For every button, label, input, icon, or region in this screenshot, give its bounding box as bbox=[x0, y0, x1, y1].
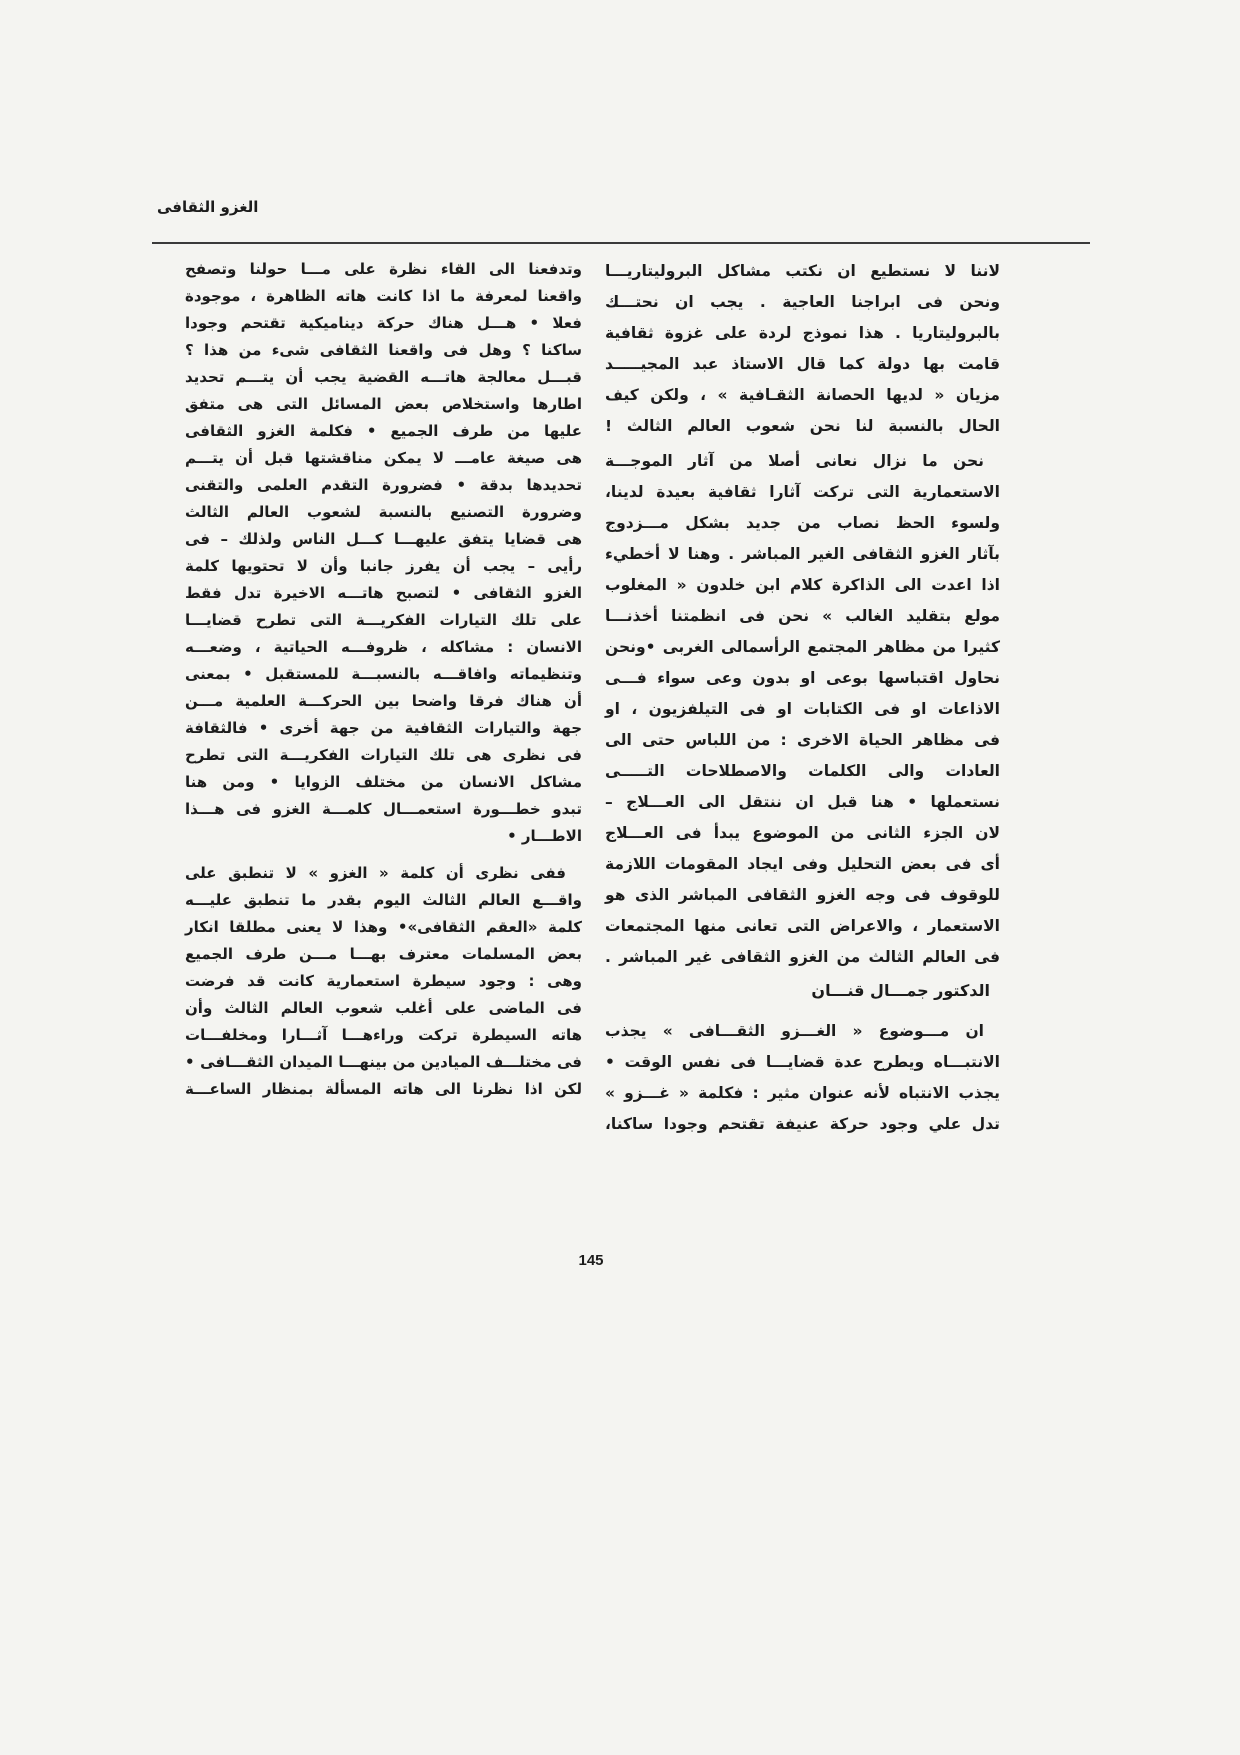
text-line: واقـــع العالم الثالث اليوم بقدر ما تنطبق عليـــه bbox=[185, 891, 582, 909]
text-line: قامت بها دولة كما قال الاستاذ عبد المجيـــــد bbox=[605, 355, 1000, 373]
right-column bbox=[605, 256, 1000, 1140]
text-line: فى مظاهر الحياة الاخرى : من اللباس حتى الى bbox=[605, 731, 1000, 749]
text-line: العادات والى الكلمات والاصطلاحات التـــــى bbox=[605, 762, 1000, 780]
text-line: واقعنا لمعرفة ما اذا كانت هاته الظاهرة ، موجودة bbox=[185, 287, 582, 305]
text-line: وتدفعنا الى القاء نظرة على مـــا حولنا وتصفح bbox=[185, 260, 582, 278]
paragraph bbox=[185, 256, 582, 850]
text-line: هاته السيطرة تركت وراءهـــا آثـــارا ومخلفـــات bbox=[185, 1026, 582, 1044]
text-line: وضرورة التصنيع بالنسبة لشعوب العالم الثالث bbox=[185, 503, 582, 521]
text-line: هى صيغة عامـــ لا يمكن مناقشتها قبل أن يتـــم bbox=[185, 449, 582, 467]
text-line: لكن اذا نظرنا الى هاته المسألة بمنظار الساعـــة bbox=[185, 1080, 582, 1098]
text-line: على تلك التيارات الفكريـــة التى تطرح قضايـــا bbox=[185, 611, 582, 629]
text-line: فى الماضى على أغلب شعوب العالم الثالث وأن bbox=[185, 999, 582, 1017]
text-line: تبدو خطـــورة استعمـــال كلمـــة الغزو فى هـــذا bbox=[185, 800, 582, 818]
text-line: لان الجزء الثانى من الموضوع يبدأ فى العـــلاج bbox=[605, 824, 1000, 842]
text-line: الانتبـــاه ويطرح عدة قضايـــا فى نفس الوقت • bbox=[605, 1053, 1000, 1071]
author-heading: الدكتور جمـــال قنـــان bbox=[811, 981, 990, 1000]
paragraph bbox=[185, 860, 582, 1103]
text-line: كثيرا من مظاهر المجتمع الرأسمالى الغربى •ونحن bbox=[605, 638, 1000, 656]
paragraph bbox=[605, 256, 1000, 442]
left-column bbox=[185, 256, 582, 1103]
text-line: الاذاعات او فى الكتابات او فى التيلفزيون ، او bbox=[605, 700, 1000, 718]
text-line: ان مـــوضوع « الغـــزو الثقـــافى » يجذب bbox=[605, 1022, 984, 1040]
text-line: ونحن فى ابراجنا العاجية . يجب ان نحتـــك bbox=[605, 293, 1000, 311]
text-line: للوقوف فى وجه الغزو الثقافى المباشر الذى هو bbox=[605, 886, 1000, 904]
text-line: لاننا لا نستطيع ان نكتب مشاكل البروليتاريـــا bbox=[605, 262, 1000, 280]
text-line: الاطـــار • bbox=[507, 827, 582, 845]
header-rule bbox=[152, 242, 1090, 244]
text-line: الحال بالنسبة لنا نحن شعوب العالم الثالث ! bbox=[605, 417, 1000, 435]
text-line: نحن ما نزال نعانى أصلا من آثار الموجـــة bbox=[605, 452, 984, 470]
running-title: الغزو الثقافى bbox=[157, 198, 259, 216]
text-line: أن هناك فرقا واضحا بين الحركـــة العلمية مـــن bbox=[185, 692, 582, 710]
text-line: يجذب الانتباه لأنه عنوان مثير : فكلمة « غـــزو » bbox=[605, 1084, 1000, 1102]
text-line: قبـــل معالجة هاتـــه القضية يجب أن يتـــم تحديد bbox=[185, 368, 582, 386]
text-line: مزيان « لديها الحصانة الثقـافية » ، ولكن كيف bbox=[605, 386, 1000, 404]
text-line: مشاكل الانسان من مختلف الزوايا • ومن هنا bbox=[185, 773, 582, 791]
text-line: ساكنا ؟ وهل فى واقعنا الثقافى شىء من هذا ؟ bbox=[185, 341, 582, 359]
text-line: فى نظرى هى تلك التيارات الفكريـــة التى تطرح bbox=[185, 746, 582, 764]
text-line: ولسوء الحظ نصاب من جديد بشكل مـــزدوج bbox=[605, 514, 1000, 532]
paragraph bbox=[605, 446, 1000, 973]
text-line: نستعملها • هنا قبل ان ننتقل الى العـــلاج – bbox=[605, 793, 1000, 811]
text-line: اذا اعدت الى الذاكرة كلام ابن خلدون « المغلوب bbox=[605, 576, 1000, 594]
text-line: الاستعمارية التى تركت آثارا ثقافية بعيدة لدينا، bbox=[605, 483, 1000, 501]
text-line: الاستعمار ، والاعراض التى تعانى منها المجتمعات bbox=[605, 917, 1000, 935]
text-line: فى العالم الثالث من الغزو الثقافى غير المباشر . bbox=[605, 948, 1000, 966]
text-line: تدل علي وجود حركة عنيفة تقتحم وجودا ساكنا، bbox=[605, 1115, 1000, 1133]
text-line: الانسان : مشاكله ، ظروفـــه الحياتية ، وضعـــه bbox=[185, 638, 582, 656]
page-number: 145 bbox=[578, 1252, 604, 1269]
text-line: أى فى بعض التحليل وفى ايجاد المقومات اللازمة bbox=[605, 855, 1000, 873]
text-line: الغزو الثقافى • لتصبح هاتـــه الاخيرة تدل فقط bbox=[185, 584, 582, 602]
text-line: اطارها واستخلاص بعض المسائل التى هى متفق bbox=[185, 395, 582, 413]
paragraph bbox=[605, 1016, 1000, 1140]
text-line: رأيى – يجب أن يفرز جانبا وأن لا تحتويها كلمة bbox=[185, 557, 582, 575]
text-line: مولع بتقليد الغالب » نحن فى انظمتنا أخذنـــا bbox=[605, 607, 1000, 625]
text-line: بآثار الغزو الثقافى الغير المباشر . وهنا لا أخطيء bbox=[605, 545, 1000, 563]
text-line: كلمة «العقم الثقافى»• وهذا لا يعنى مطلقا انكار bbox=[185, 918, 582, 936]
text-line: تحديدها بدقة • فضرورة التقدم العلمى والتقنى bbox=[185, 476, 582, 494]
text-line: وهى : وجود سيطرة استعمارية كانت قد فرضت bbox=[185, 972, 582, 990]
text-line: ففى نظرى أن كلمة « الغزو » لا تنطبق على bbox=[185, 864, 566, 882]
text-line: بالبروليتاريا . هذا نموذج لردة على غزوة ثقافية bbox=[605, 324, 1000, 342]
text-line: نحاول اقتباسها بوعى او بدون وعى سواء فـــى bbox=[605, 669, 1000, 687]
text-line: فى مختلـــف الميادين من بينهـــا الميدان الثقـــافى • bbox=[185, 1053, 582, 1071]
text-line: بعض المسلمات معترف بهـــا مـــن طرف الجميع bbox=[185, 945, 582, 963]
text-line: وتنظيماته وافاقـــه بالنسبـــة للمستقبل • بمعنى bbox=[185, 665, 582, 683]
text-line: جهة والتيارات الثقافية من جهة أخرى • فالثقافة bbox=[185, 719, 582, 737]
text-line: فعلا • هـــل هناك حركة ديناميكية تقتحم وجودا bbox=[185, 314, 582, 332]
text-line: عليها من طرف الجميع • فكلمة الغزو الثقافى bbox=[185, 422, 582, 440]
text-line: هى قضايا يتفق عليهـــا كـــل الناس ولذلك – فى bbox=[185, 530, 582, 548]
